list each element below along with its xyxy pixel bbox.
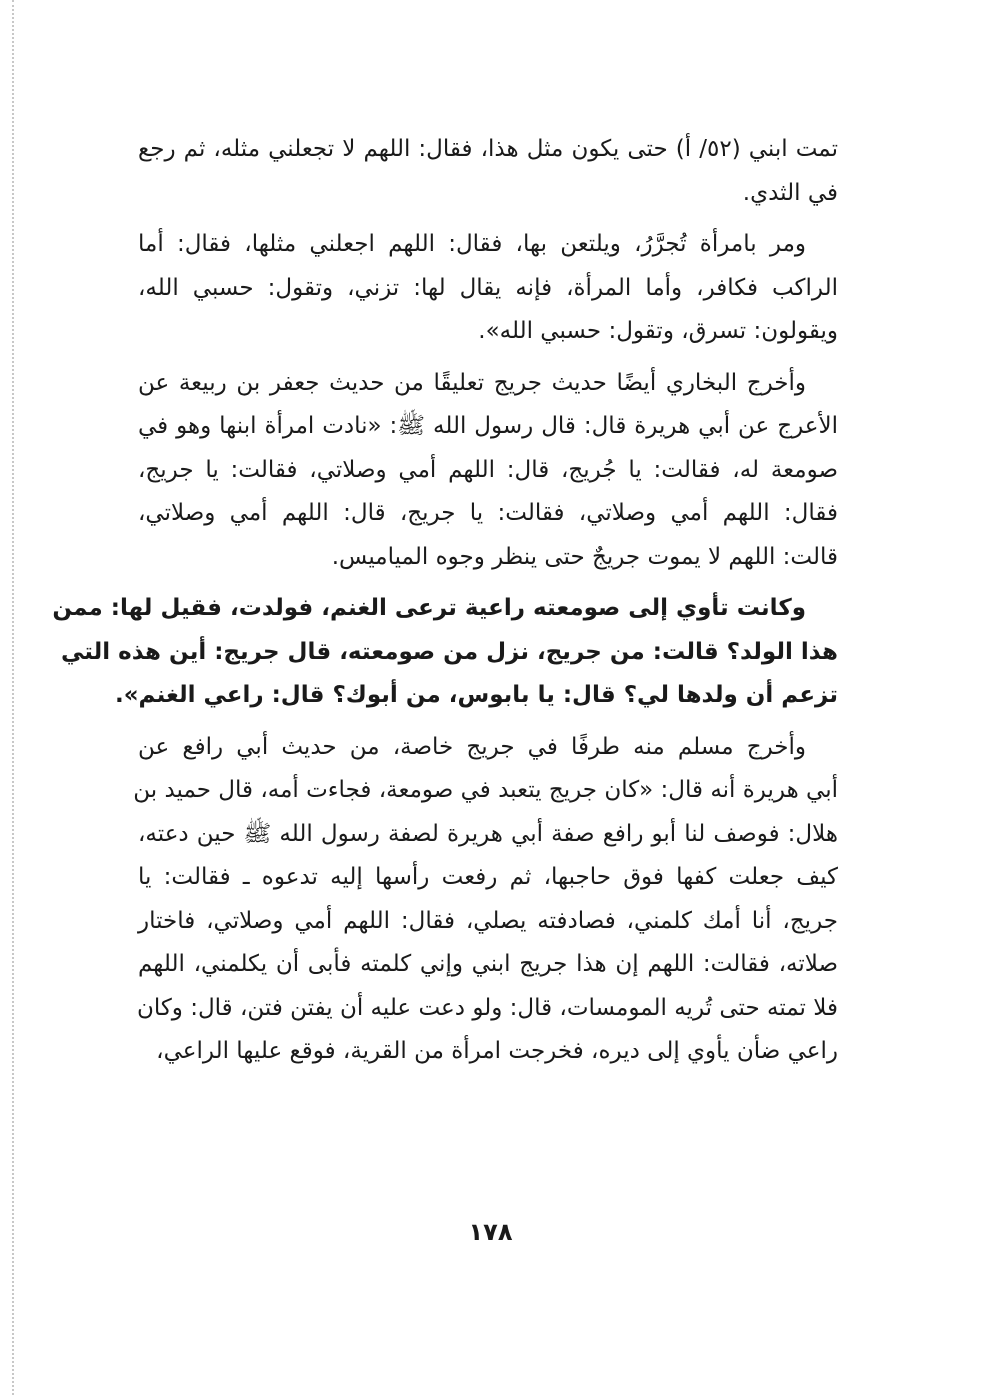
paragraph (133, 726, 838, 1074)
text-line: الراكب فكافر، وأما المرأة، فإنه يقال لها: تزني، وتقول: حسبي الله، (138, 274, 838, 301)
page-body-text (52, 128, 839, 1082)
text-line: الأعرج عن أبي هريرة قال: قال رسول الله ﷺ: «نادت امرأة ابنها وهو في (138, 413, 838, 439)
text-line: جريج، أنا أمك كلمني، فصادفته يصلي، فقال: اللهم أمي وصلاتي، فاختار (138, 907, 838, 934)
text-line: وأخرج مسلم منه طرفًا في جريج خاصة، من حديث أبي رافع عن (138, 733, 806, 760)
text-line: كيف جعلت كفها فوق حاجبها، ثم رفعت رأسها إليه تدعوه ـ فقالت: يا (138, 864, 838, 890)
text-line: راعي ضأن يأوي إلى ديره، فخرجت امرأة من القرية، فوقع عليها الراعي، (156, 1038, 838, 1064)
paragraph (138, 223, 838, 354)
text-line: أبي هريرة أنه قال: «كان جريج يتعبد في صومعة، فجاءت أمه، قال حميد بن (133, 777, 838, 803)
text-line: في الثدي. (742, 179, 838, 206)
text-line: فقال: اللهم أمي وصلاتي، فقالت: يا جريج، قال: اللهم أمي وصلاتي، (138, 500, 838, 526)
scan-edge-marks (12, 0, 16, 1395)
text-line: ويقولون: تسرق، وتقول: حسبي الله». (478, 318, 838, 344)
text-line: قالت: اللهم لا يموت جريجٌ حتى ينظر وجوه المياميس. (331, 543, 838, 570)
text-line: وأخرج البخاري أيضًا حديث جريج تعليقًا من حديث جعفر بن ربيعة عن (138, 369, 806, 396)
text-line: صلاته، فقالت: اللهم إن هذا جريج ابني وإني كلمته فأبى أن يكلمني، اللهم (138, 951, 838, 977)
paragraph (138, 128, 838, 215)
text-line: وكانت تأوي إلى صومعته راعية ترعى الغنم، فولدت، فقيل لها: ممن (52, 595, 806, 621)
text-line: صومعة له، فقالت: يا جُريج، قال: اللهم أمي وصلاتي، فقالت: يا جريج، (138, 456, 838, 483)
text-line: تمت ابني (٥٢/ أ) حتى يكون مثل هذا، فقال: اللهم لا تجعلني مثله، ثم رجع (138, 136, 839, 162)
paragraph (138, 362, 838, 580)
text-line: هلال: فوصف لنا أبو رافع صفة أبي هريرة لصفة رسول الله ﷺ حين دعته، (138, 820, 838, 847)
text-line: ومر بامرأة تُجرَّرُ، ويلتعن بها، فقال: اللهم اجعلني مثلها، فقال: أما (138, 231, 806, 257)
page-number: ١٧٨ (468, 1218, 513, 1246)
text-line: هذا الولد؟ قالت: من جريج، نزل من صومعته، قال جريج: أين هذه التي (61, 638, 838, 665)
text-line: تزعم أن ولدها لي؟ قال: يا بابوس، من أبوك؟ قال: راعي الغنم». (114, 682, 838, 708)
paragraph (52, 587, 838, 718)
text-line: فلا تمته حتى تُريه المومسات، قال: ولو دعت عليه أن يفتن فتن، قال: وكان (136, 994, 838, 1021)
